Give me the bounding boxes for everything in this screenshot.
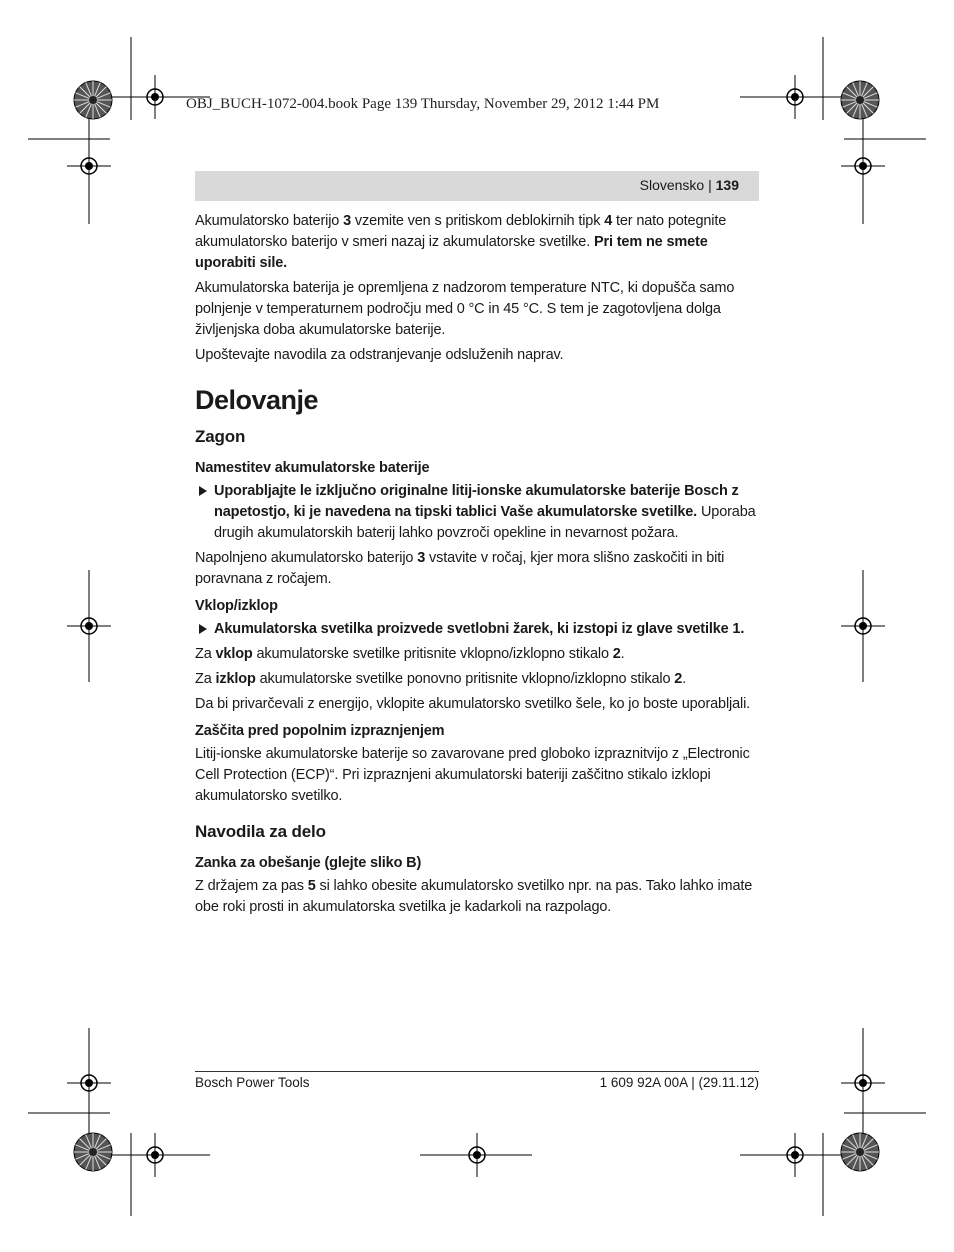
heading-deep-discharge: Zaščita pred popolnim izpraznjenjem [195, 723, 445, 739]
paragraph-ntc: Akumulatorska baterija je opremljena z nadzorom temperature NTC, ki dopušča samo polnjenje v temperaturnem področju med 0 °C in 45 °C. S tem je zagotovljena dolga življenjska doba akumulatorske baterije. [195, 280, 735, 338]
warning-bullet-light-beam: Akumulatorska svetilka proizvede svetlobni žarek, ki izstopi iz glave svetilke 1. [195, 619, 759, 640]
language-label: Slovensko [639, 177, 705, 193]
footer-rule [195, 1071, 759, 1072]
warning-bullet-original-batteries: Uporabljajte le izključno originalne litij-ionske akumulatorske baterije Bosch z napetostjo, ki je navedena na tipski tablici Vaše akumulatorske svetilke. Uporaba drugih akumulatorskih baterij lahko povzroči opekline in nevarnost požara. [195, 481, 759, 544]
main-content [195, 211, 759, 922]
section-title: Delovanje [195, 385, 319, 415]
page-number: 139 [715, 177, 739, 193]
paragraph-remove-battery: Akumulatorsko baterijo 3 vzemite ven s pritiskom deblokirnih tipk 4 ter nato potegnite akumulatorsko baterijo v smeri nazaj iz akumulatorske svetilke. Pri tem ne smete uporabiti sile. [195, 213, 727, 271]
section-label: Slovensko | 139 [639, 177, 739, 193]
paragraph-belt-clip: Z držajem za pas 5 si lahko obesite akumulatorsko svetilko npr. na pas. Tako lahko imate obe roki prosti in akumulatorska svetilka je kadarkoli na razpolago. [195, 878, 753, 915]
footer-brand: Bosch Power Tools [195, 1075, 310, 1090]
running-header [195, 171, 759, 201]
paragraph-ecp: Litij-ionske akumulatorske baterije so zavarovane pred globoko izpraznitvijo z „Electronic Cell Protection (ECP)“. Pri izpraznjeni akumulatorski bateriji zaščitno stikalo izklopi akumulatorsko svetilko. [195, 746, 750, 804]
triangle-bullet-icon [199, 624, 207, 634]
heading-on-off: Vklop/izklop [195, 598, 278, 614]
subsection-working-advice: Navodila za delo [195, 822, 326, 841]
print-slug: OBJ_BUCH-1072-004.book Page 139 Thursday, November 29, 2012 1:44 PM [186, 96, 660, 112]
paragraph-save-energy: Da bi privarčevali z energijo, vklopite akumulatorsko svetilko šele, ko jo boste uporabljali. [195, 696, 751, 712]
paragraph-switch-on: Za vklop akumulatorske svetilke pritisnite vklopno/izklopno stikalo 2. [195, 646, 625, 662]
paragraph-disposal: Upoštevajte navodila za odstranjevanje odsluženih naprav. [195, 347, 564, 363]
subsection-zagon: Zagon [195, 427, 246, 446]
heading-belt-loop: Zanka za obešanje (glejte sliko B) [195, 855, 422, 871]
footer-doc-number: 1 609 92A 00A | (29.11.12) [599, 1075, 759, 1090]
paragraph-switch-off: Za izklop akumulatorske svetilke ponovno pritisnite vklopno/izklopno stikalo 2. [195, 671, 687, 687]
paragraph-insert-battery: Napolnjeno akumulatorsko baterijo 3 vstavite v ročaj, kjer mora slišno zaskočiti in biti poravnana z ročajem. [195, 550, 725, 587]
heading-battery-insertion: Namestitev akumulatorske baterije [195, 460, 430, 476]
triangle-bullet-icon [199, 486, 207, 496]
